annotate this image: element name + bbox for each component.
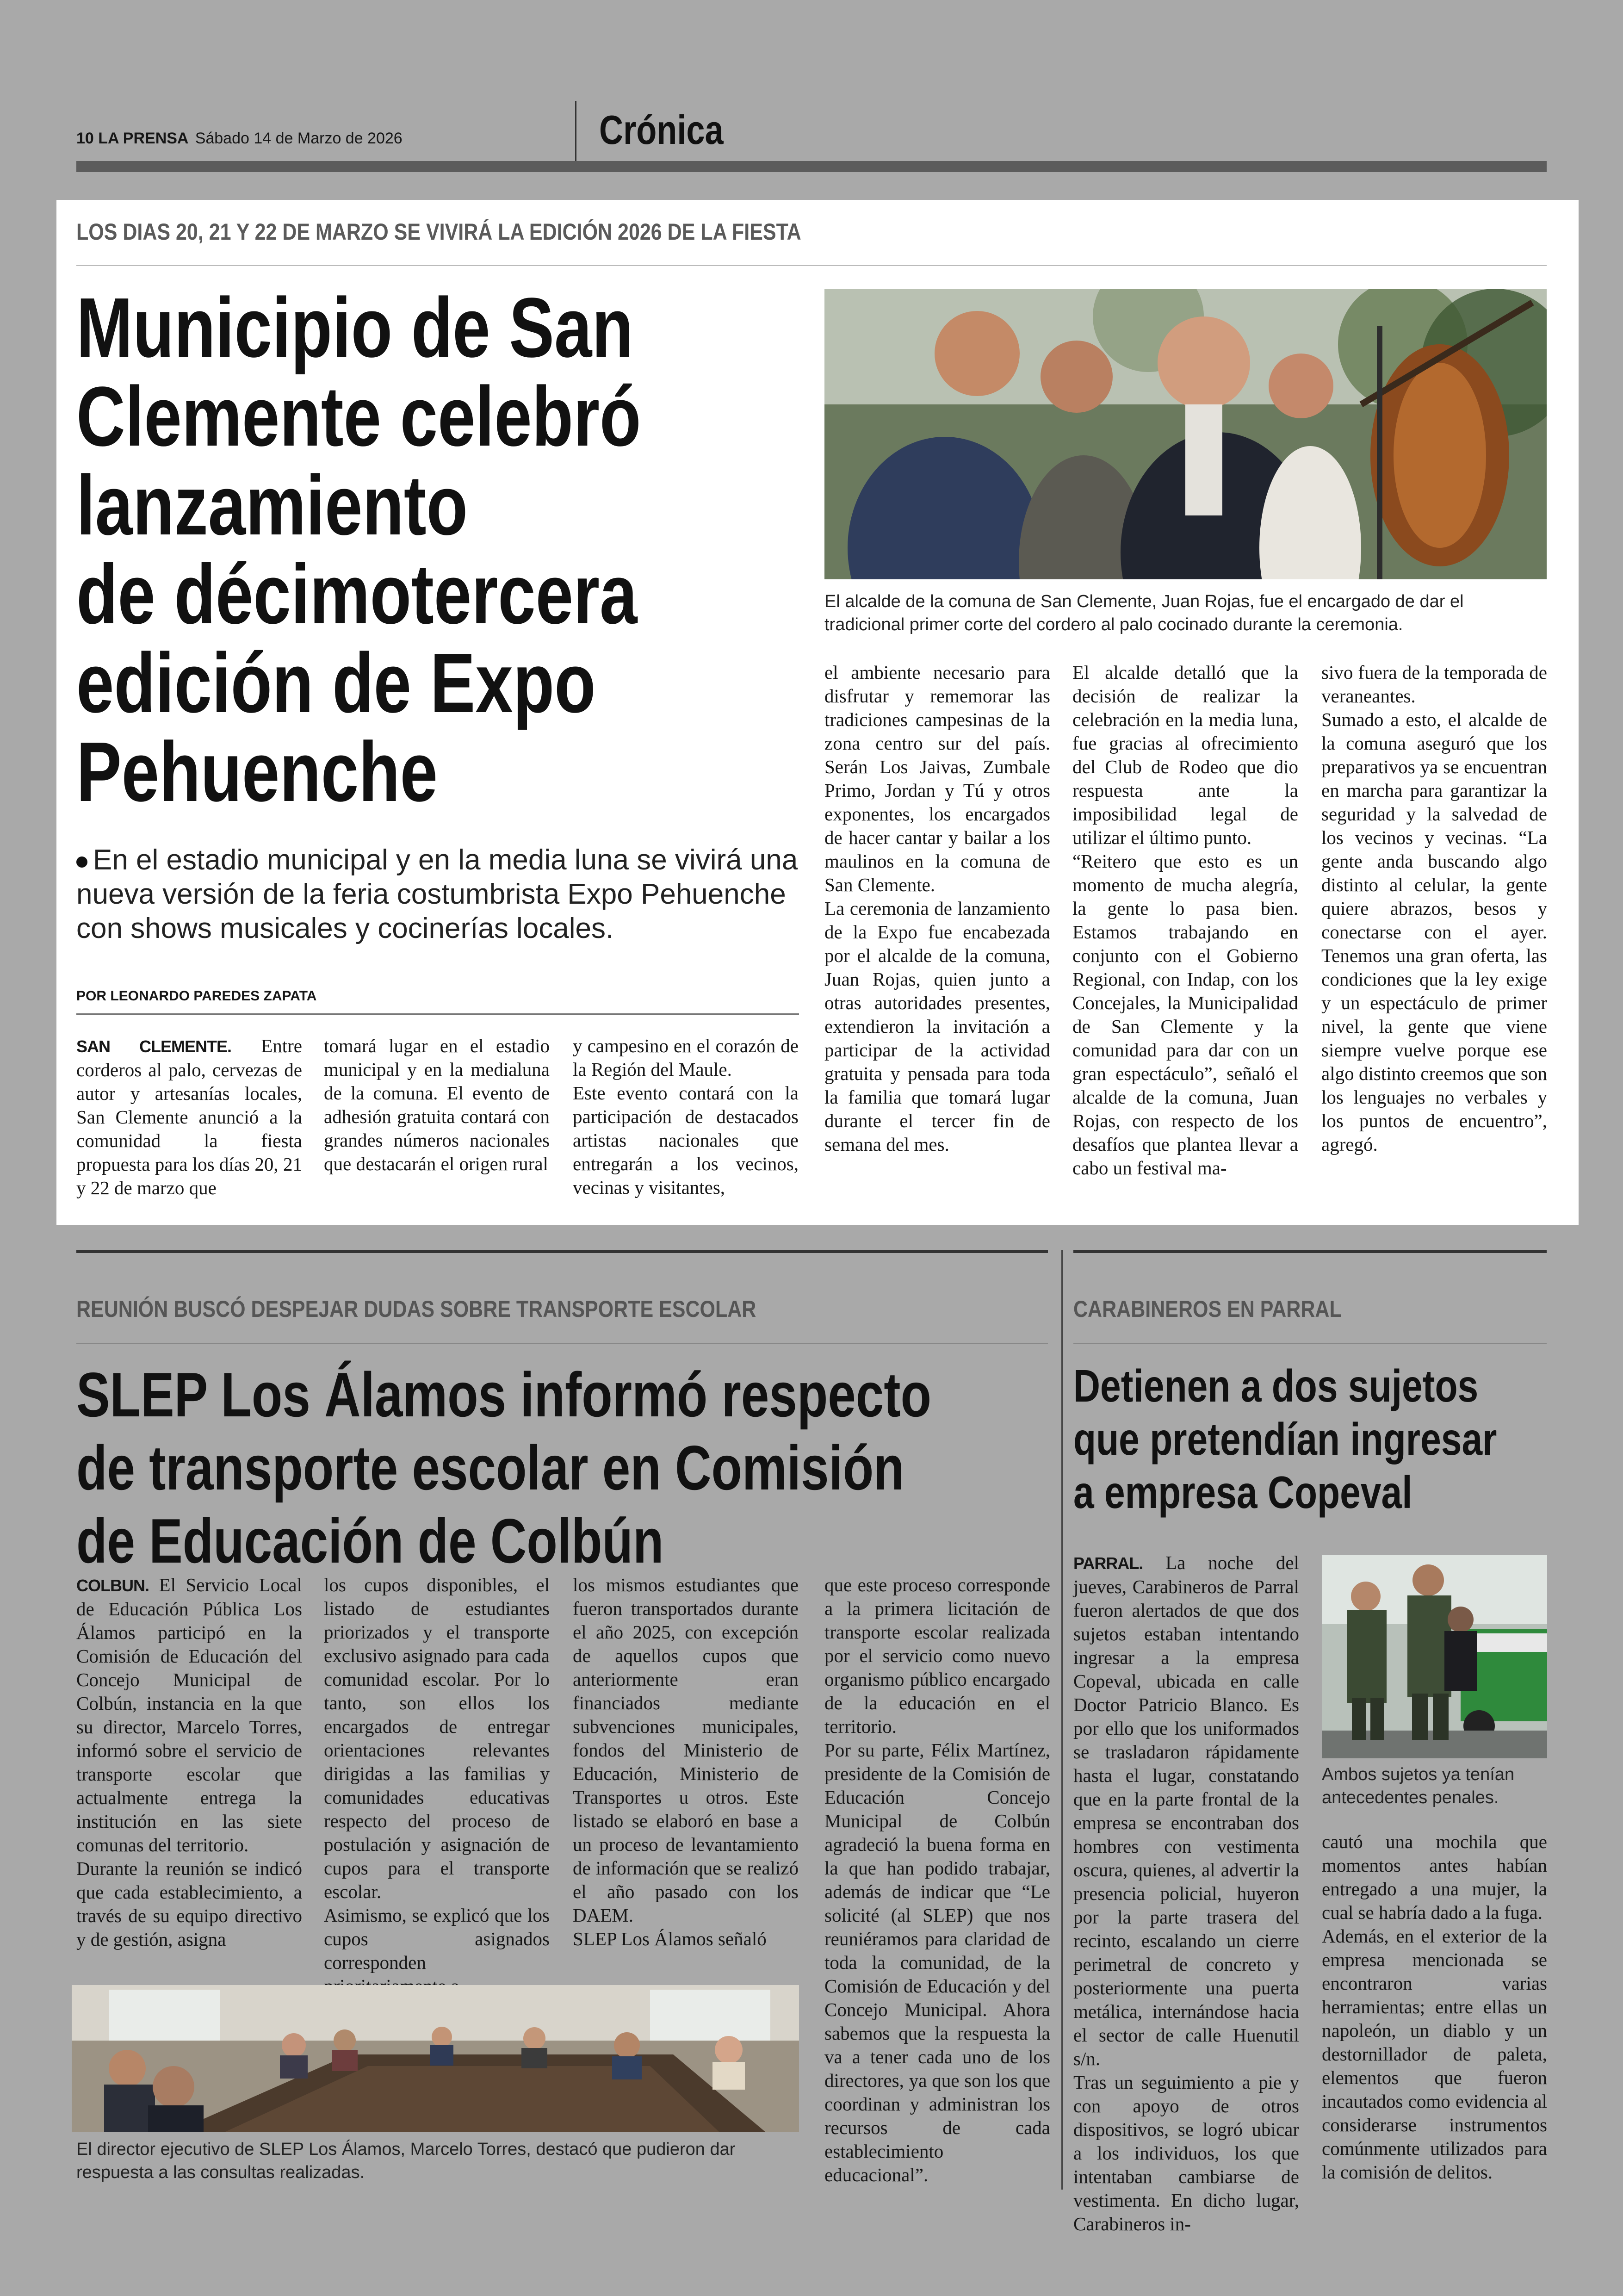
article1-bullet: En el estadio municipal y en la media luna se vivirá una nueva versión de la feria costumbrista Expo Pehuenche con shows musicales y cocinerías locales.	[76, 844, 798, 944]
article3-headline: Detienen a dos sujetos que pretendían ingresar a empresa Copeval	[1073, 1360, 1497, 1518]
article2-top-rule	[76, 1250, 1048, 1253]
article1-kicker: LOS DIAS 20, 21 Y 22 DE MARZO SE VIVIRÁ LA EDICIÓN 2026 DE LA FIESTA	[76, 219, 801, 245]
article1-col5: El alcalde detalló que la decisión de realizar la celebración en la media luna, fue gracias al ofrecimiento del Club de Rodeo que dio respuesta ante la imposibilidad legal de utilizar el último punto. “Reitero que esto es un momento de mucha alegría, la gente lo pasa bien. Estamos trabajando en conjunto con el Gobierno Regional, con Indap, con los Concejales, la Municipalidad de San Clemente y la comunidad para dar con un gran espectáculo”, señaló el alcalde de la comuna, Juan Rojas, con respecto de los desafíos que plantea llevar a cabo un festival ma-	[1072, 662, 1298, 1179]
article1-col1: SAN CLEMENTE. Entre corderos al palo, cervezas de autor y artesanías locales, San Clemente anunció a la comunidad la fiesta propuesta para los días 20, 21 y 22 de marzo que	[76, 1035, 302, 1198]
article1-byline: POR LEONARDO PAREDES ZAPATA	[76, 988, 317, 1004]
article3-kicker-rule	[1073, 1343, 1547, 1344]
barbecue-scene-illustration	[824, 289, 1547, 579]
issue-date: Sábado 14 de Marzo de 2026	[195, 130, 403, 147]
police-arrest-illustration	[1322, 1555, 1547, 1758]
article2-col4: que este proceso corresponde a la primera licitación de transporte escolar realizada por el servicio como nuevo organismo público encargado de la educación en el territorio. Por su parte, Félix Martínez, presidente de la Comisión de Educación Concejo Municipal de Colbún agradeció la buena forma en la que han podido trabajar, además de indicar que “Le solicité (al SLEP) que nos reuniéramos para claridad de toda la comunidad, de la Comisión de Educación y del Concejo Municipal. Ahora sabemos que la respuesta la va a tener cada uno de los directores, ya que son los que coordinan y administran los recursos de cada establecimiento educacional”.	[824, 1574, 1050, 2185]
article2-dateline: COLBUN.	[76, 1576, 149, 1595]
article1-col2: tomará lugar en el estadio municipal y en la medialuna de la comuna. El evento de adhesión gratuita contará con grandes números nacionales que destacarán el origen rural	[324, 1035, 550, 1174]
article2-photo-caption: El director ejecutivo de SLEP Los Álamos, Marcelo Torres, destacó que pudieron dar respuesta a las consultas realizadas.	[76, 2140, 736, 2182]
article2-headline: SLEP Los Álamos informó respecto de transporte escolar en Comisión de Educación de Colbún	[76, 1359, 932, 1576]
column-divider	[1061, 1250, 1063, 2190]
header-divider	[575, 101, 576, 161]
article1-kicker-rule	[76, 265, 1547, 266]
article2-col2: los cupos disponibles, el listado de estudiantes priorizados y el transporte exclusivo asignado para cada comunidad escolar. Por lo tanto, son ellos los encargados de entregar orientaciones relevantes dirigidas a las familias y comunidades educativas respecto del proceso de postulación y asignación de cupos para el transporte escolar. Asimismo, se explicó que los cupos asignados corresponden	[324, 1574, 550, 1973]
article2-kicker: REUNIÓN BUSCÓ DESPEJAR DUDAS SOBRE TRANSPORTE ESCOLAR	[76, 1296, 756, 1322]
paper-name: LA PRENSA	[98, 130, 188, 147]
article2-col1: COLBUN. El Servicio Local de Educación Pública Los Álamos participó en la Comisión de Educación del Concejo Municipal de Colbún, instancia en la que su director, Marcelo Torres, informó sobre el servicio de transporte escolar que actualmente entrega la institución en las siete comunas del territorio. Durante la reunión se indicó que cada establecimiento, a través de su equipo directivo y de gestión, asigna	[76, 1574, 302, 1950]
article3-photo	[1322, 1555, 1547, 1758]
section-title: Crónica	[599, 107, 724, 153]
header-bar	[76, 161, 1547, 172]
article2-photo	[72, 1985, 799, 2132]
article1-col4: el ambiente necesario para disfrutar y rememorar las tradiciones campesinas de la zona centro sur del país. Serán Los Jaivas, Zumbale Primo, Jordan y Tú y otros exponentes, los encargados de hacer cantar y bailar a los maulinos en la comuna de San Clemente. La ceremonia de lanzamiento de la Expo fue encabezada por el alcalde de la comuna, Juan Rojas, quien junto a otras autoridades presentes, extendieron la invitación a participar de la actividad gratuita y pensada para toda la familia que tomará lugar durante el tercer fin de semana del mes.	[824, 662, 1050, 1155]
meeting-room-illustration	[72, 1985, 799, 2132]
article3-top-rule	[1073, 1250, 1547, 1253]
article2-col3: los mismos estudiantes que fueron transportados durante el año 2025, con excepción de aquellos cupos que anteriormente eran financiados mediante subvenciones municipales, fondos del Ministerio de Educación, Ministerio de Transportes u otros. Este listado se elaboró en base a un proceso de levantamiento de información que se realizó el año pasado con los DAEM. SLEP Los Álamos señaló	[573, 1574, 799, 1949]
article3-kicker: CARABINEROS EN PARRAL	[1073, 1296, 1342, 1322]
page-header	[76, 130, 403, 148]
article1-dateline: SAN CLEMENTE.	[76, 1037, 231, 1056]
article1-col6: sivo fuera de la temporada de veraneantes. Sumado a esto, el alcalde de la comuna aseguró que los preparativos ya se encuentran en marcha para garantizar la seguridad y la salvedad de los vecinos y vecinas. “La gente anda buscando algo distinto al celular, la gente quiere abrazos, besos y conectarse con el ayer. Tenemos una gran oferta, las condiciones que la ley exige y un espectáculo de primer nivel, la gente que viene siempre vuelve porque ese algo distinto creemos que son los lenguajes no verbales y los puntos de encuentro”, agregó.	[1321, 662, 1547, 1155]
article3-dateline: PARRAL.	[1073, 1554, 1143, 1573]
article3-col2: cautó una mochila que momentos antes habían entregado a una mujer, la cual se habría dado a la fuga. Además, en el exterior de la empresa mencionada se encontraron varias herramientas; entre ellas un napoleón, un diablo y un destornillador de paleta, elementos que fueron incautados como evidencia al considerarse instrumentos comúnmente utilizados para la comisión de delitos.	[1322, 1831, 1547, 2183]
page-number: 10	[76, 130, 94, 147]
article1-photo-caption: El alcalde de la comuna de San Clemente, Juan Rojas, fue el encargado de dar el tradicional primer corte del cordero al palo cocinado durante la ceremonia.	[824, 592, 1464, 634]
article2-kicker-rule	[76, 1343, 1048, 1344]
article1-photo	[824, 289, 1547, 579]
article1-byline-rule	[76, 1013, 799, 1015]
article1-col3: y campesino en el corazón de la Región del Maule. Este evento contará con la participación de destacados artistas nacionales que entregarán a los vecinos, vecinas y visitantes,	[573, 1035, 799, 1198]
article3-col1: PARRAL. La noche del jueves, Carabineros de Parral fueron alertados de que dos sujetos estaban intentando ingresar a la empresa Copeval, ubicada en calle Doctor Patricio Blanco. Es por ello que los uniformados se trasladaron rápidamente hasta el lugar, constatando que en la parte frontal de la empresa se encontraban dos hombres con vestimenta oscura, quienes, al advertir la presencia policial, huyeron por la parte trasera del recinto, escalando un cierre perimetral de concreto y posteriormente una puerta metálica, internándose hacia el sector de calle Huenutil s/n. Tras un seguimiento a pie y con apoyo de otros dispositivos, se logró ubicar a los individuos, los que intentaban cambiarse de vestimenta. En dicho lugar, Carabineros in-	[1073, 1552, 1299, 2234]
bullet-dot-icon	[76, 856, 87, 868]
article3-photo-caption: Ambos sujetos ya tenían antecedentes penales.	[1322, 1765, 1515, 1807]
article1-headline: Municipio de San Clemente celebró lanzamiento de décimotercera edición de Expo Pehuenche	[76, 280, 641, 819]
